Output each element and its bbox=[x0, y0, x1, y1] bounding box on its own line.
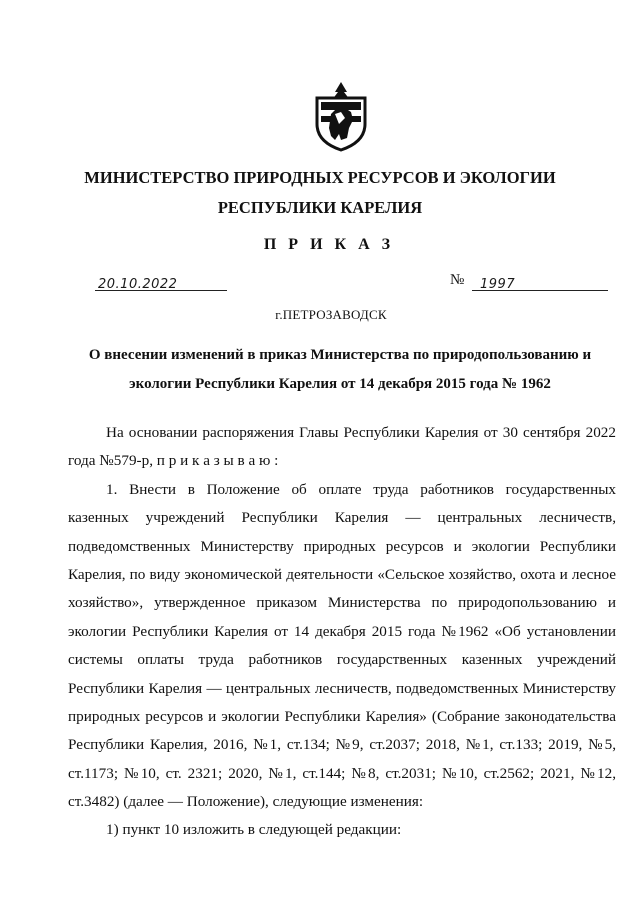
body-line: года №579-р, п р и к а з ы в а ю : bbox=[68, 452, 279, 470]
body-line: хозяйство», утвержденное приказом Министерства по природопользованию и bbox=[68, 594, 616, 612]
number-handwritten: 1997 bbox=[480, 277, 516, 292]
city: г.ПЕТРОЗАВОДСК bbox=[275, 307, 387, 322]
subject-line-2: экологии Республики Карелия от 14 декабря 2015 года № 1962 bbox=[129, 376, 551, 392]
document-type: П Р И К А З bbox=[263, 236, 395, 253]
date-handwritten: 20.10.2022 bbox=[98, 277, 178, 292]
document-subject bbox=[60, 341, 620, 399]
body-line: ст.3482) (далее — Положение), следующие изменения: bbox=[68, 793, 424, 811]
body-line: системы оплаты труда работников государственных казенных учреждений bbox=[68, 651, 616, 669]
body-line: экологии Республики Карелия от 14 декабря 2015 года №1962 «Об установлении bbox=[68, 622, 616, 640]
number-sign: № bbox=[450, 272, 465, 288]
karelia-coat-of-arms-icon bbox=[311, 80, 371, 152]
body-line: На основании распоряжения Главы Республики Карелия от 30 сентября 2022 bbox=[106, 424, 616, 441]
date-field bbox=[95, 274, 227, 291]
body-line: Карелия, по виду экономической деятельности «Сельское хозяйство, охота и лесное bbox=[68, 565, 616, 583]
body-line: Республики Карелия — центральных лесничеств, подведомственных Министерству bbox=[68, 679, 616, 697]
body-line: 1. Внести в Положение об оплате труда работников государственных bbox=[106, 480, 616, 498]
document-body bbox=[68, 419, 616, 845]
ministry-line-2: РЕСПУБЛИКИ КАРЕЛИЯ bbox=[217, 198, 423, 217]
body-line: ст.1173; №10, ст. 2321; 2020, №1, ст.144; №8, ст.2031; №10, ст.2562; 2021, №12, bbox=[68, 764, 616, 782]
body-line: природных ресурсов и экологии Республики Карелия» (Собрание законодательства bbox=[68, 707, 616, 725]
body-line: 1) пункт 10 изложить в следующей редакции: bbox=[106, 821, 402, 839]
body-line: подведомственных Министерству природных ресурсов и экологии Республики bbox=[68, 537, 616, 555]
body-line: Республики Карелия, 2016, №1, ст.134; №9, ст.2037; 2018, №1, ст.133; 2019, №5, bbox=[68, 736, 616, 754]
ministry-name bbox=[80, 163, 560, 223]
number-field bbox=[472, 274, 608, 291]
body-line: казенных учреждений Республики Карелия — центральных лесничеств, bbox=[68, 509, 616, 527]
ministry-line-1: МИНИСТЕРСТВО ПРИРОДНЫХ РЕСУРСОВ И ЭКОЛОГИИ bbox=[84, 168, 556, 187]
subject-line-1: О внесении изменений в приказ Министерства по природопользованию и bbox=[88, 347, 592, 363]
